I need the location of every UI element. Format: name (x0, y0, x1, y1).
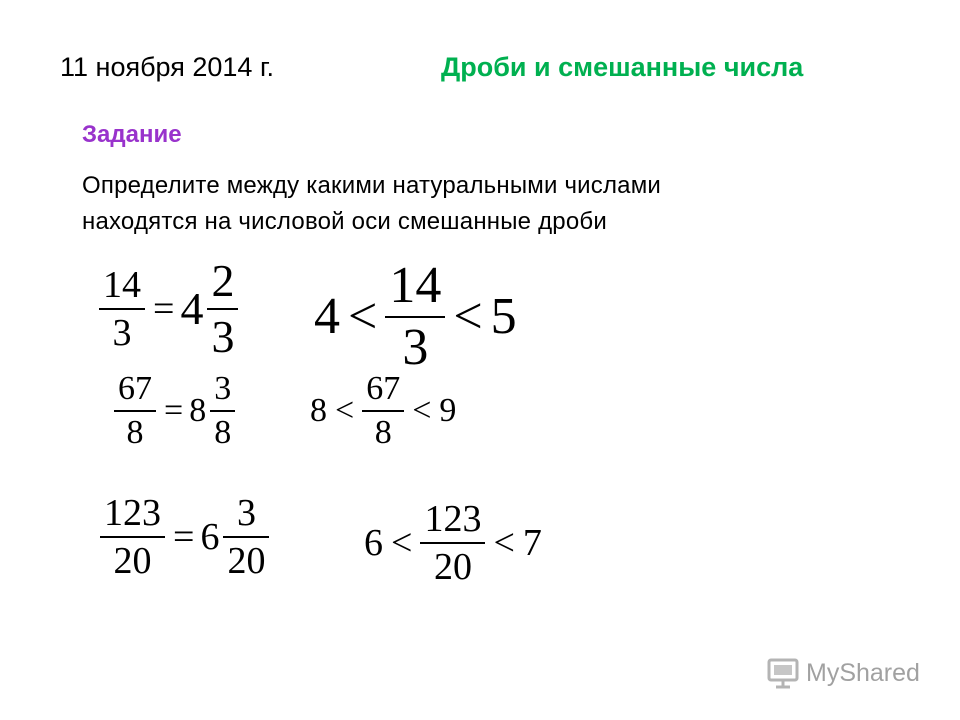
conversion-equation-3 (96, 494, 273, 580)
whole-part: 6 (200, 516, 220, 558)
fraction-bar (114, 410, 156, 412)
slide-date: 11 ноября 2014 г. (60, 52, 274, 82)
inequality-2 (306, 372, 460, 450)
lower-bound: 4 (314, 288, 340, 345)
mixed-fraction-part (207, 255, 238, 362)
inequality-1 (310, 257, 521, 376)
improper-fraction (99, 266, 145, 352)
fraction-bar (99, 308, 145, 310)
slide-title: Дроби и смешанные числа (441, 52, 804, 82)
upper-bound: 5 (490, 288, 517, 345)
task-heading: Задание (82, 121, 182, 148)
fraction-bar (420, 542, 485, 544)
denominator: 20 (227, 540, 266, 582)
equals-sign: = (164, 392, 184, 429)
fraction-bar (223, 536, 269, 538)
fraction-bar (210, 410, 235, 412)
inequality-3 (360, 500, 546, 586)
fraction-bar (385, 316, 445, 318)
less-than-sign: < (493, 522, 515, 564)
numerator: 67 (118, 370, 152, 407)
denominator: 8 (214, 414, 232, 451)
task-text (82, 168, 661, 240)
fraction-bar (207, 308, 238, 310)
denominator: 8 (374, 414, 392, 451)
watermark-logo (766, 656, 920, 690)
improper-fraction (362, 372, 404, 450)
fraction-bar (100, 536, 165, 538)
denominator: 3 (402, 319, 429, 376)
mixed-fraction-part (210, 372, 235, 450)
numerator: 3 (214, 370, 232, 407)
numerator: 123 (424, 498, 482, 540)
less-than-sign: < (412, 392, 432, 429)
less-than-sign: < (335, 392, 355, 429)
presentation-icon (766, 656, 800, 690)
improper-fraction (385, 257, 445, 376)
improper-fraction (100, 494, 165, 580)
mixed-fraction-part (223, 494, 269, 580)
watermark-text: MyShared (806, 658, 920, 687)
conversion-equation-1 (95, 255, 242, 362)
less-than-sign: < (453, 288, 483, 345)
task-line: находятся на числовой оси смешанные дроби (82, 208, 607, 235)
upper-bound: 9 (439, 392, 457, 429)
numerator: 3 (236, 492, 256, 534)
denominator: 3 (112, 312, 132, 354)
less-than-sign: < (348, 288, 378, 345)
numerator: 14 (389, 257, 442, 314)
conversion-equation-2 (110, 372, 239, 450)
numerator: 14 (103, 264, 141, 306)
numerator: 123 (104, 492, 161, 534)
equals-sign: = (173, 516, 195, 558)
improper-fraction (420, 500, 485, 586)
task-line: Определите между какими натуральными числами (82, 172, 662, 199)
less-than-sign: < (391, 522, 413, 564)
whole-part: 8 (189, 392, 207, 429)
equals-sign: = (153, 288, 175, 330)
whole-part: 4 (180, 283, 204, 334)
lower-bound: 8 (310, 392, 327, 429)
improper-fraction (114, 372, 156, 450)
lower-bound: 6 (364, 522, 383, 564)
numerator: 2 (211, 255, 235, 306)
denominator: 3 (211, 311, 235, 362)
numerator: 67 (366, 370, 401, 407)
denominator: 20 (113, 540, 152, 582)
denominator: 20 (433, 546, 472, 588)
denominator: 8 (126, 414, 144, 451)
upper-bound: 7 (522, 522, 542, 564)
fraction-bar (362, 410, 404, 412)
